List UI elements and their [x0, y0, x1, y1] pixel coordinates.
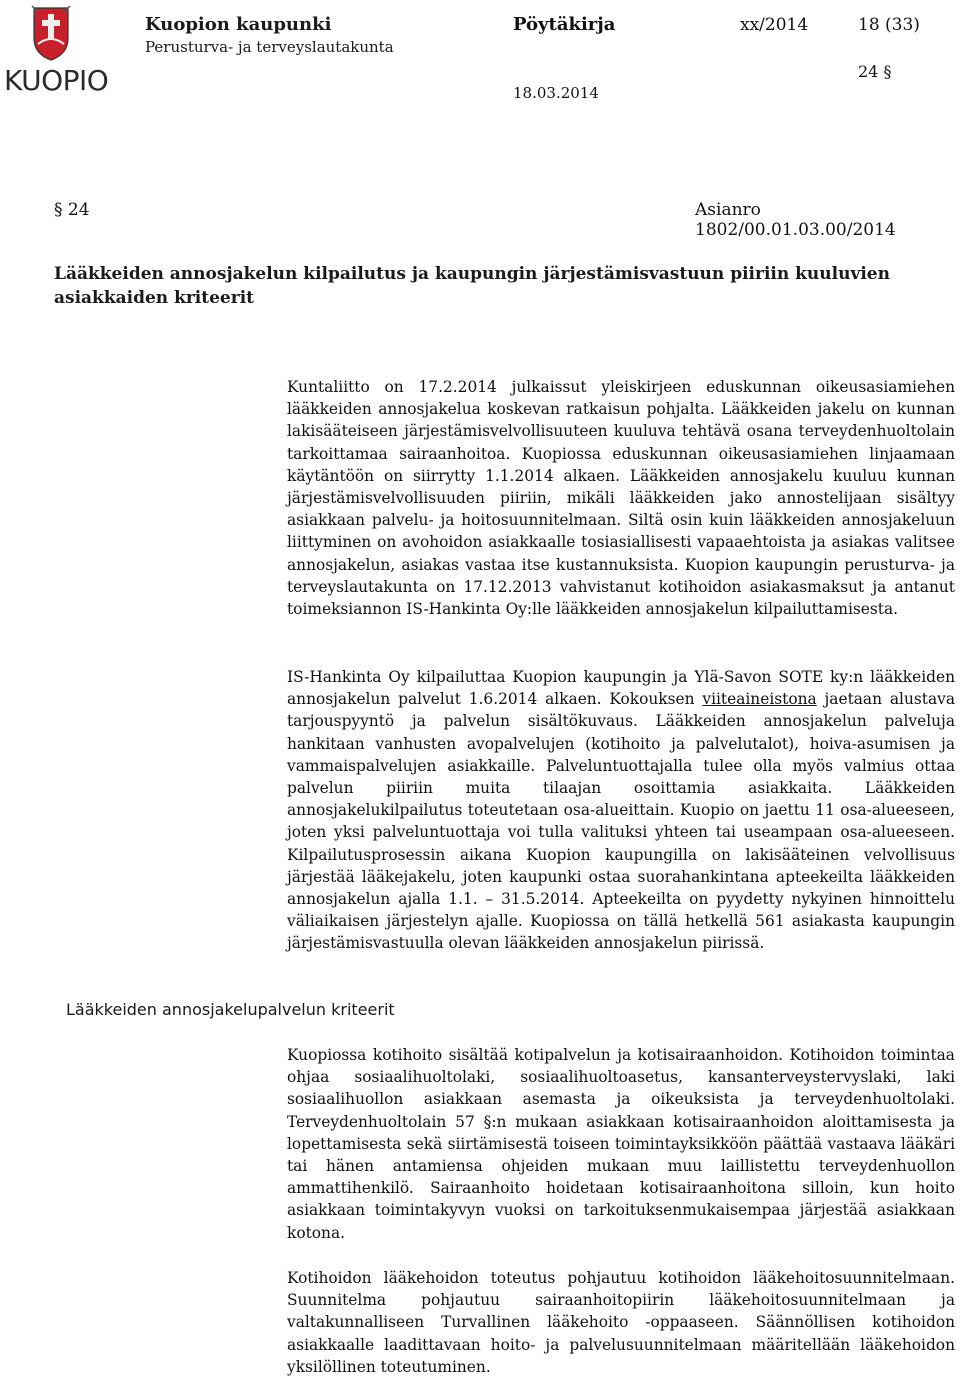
paragraph-4: Kotihoidon lääkehoidon toteutus pohjautuu kotihoidon lääkehoitosuunnitelmaan. Suunnitelma pohjautuu sairaanhoitopiirin lääkehoitosuunnitelmaan ja valtakunnalliseen Turvallinen lääkehoito -oppaaseen. Säännöllisen kotihoidon asiakkaalle laadittavaan hoito- ja palvelusuunnitelmaan määritellään lääkehoidon yksilöllinen toteutuminen. — [287, 1269, 955, 1376]
document-type: Pöytäkirja — [513, 14, 616, 35]
criteria-side-heading: Lääkkeiden annosjakelupalvelun kriteerit — [66, 1000, 395, 1019]
meeting-date: 18.03.2014 — [513, 84, 599, 102]
paragraph-4-block — [287, 1267, 955, 1378]
section-reference: 24 § — [858, 62, 892, 81]
page-number: 18 (33) — [858, 15, 920, 35]
kuopio-logo — [4, 4, 109, 97]
case-number: Asianro 1802/00.01.03.00/2014 — [695, 200, 896, 240]
paragraph-3: Kuopiossa kotihoito sisältää kotipalvelun ja kotisairaanhoidon. Kotihoidon toimintaa ohjaa sosiaalihuoltolaki, sosiaalihuoltoasetus, kansanterveystervyslaki, laki sosiaalihuollon asiakkaan asemasta ja oikeuksista ja terveydenhuoltolaki. Terveydenhuoltolain 57 §:n mukaan asiakkaan kotisairaanhoidon aloittamisesta ja lopettamisesta sekä siirtämisestä toiseen toimintayksikköön päättää vastaava lääkäri tai hänen antamiensa ohjeiden mukaan muu laillistettu terveydenhuollon ammattihenkilö. Sairaanhoito hoidetaan kotisairaanhoitona silloin, kun hoito asiakkaan toimintakyvyn vuoksi on tarkoituksenmukaisempaa järjestää asiakkaan kotona. — [287, 1046, 955, 1242]
paragraph-2 — [287, 666, 955, 955]
document-number: xx/2014 — [740, 15, 809, 35]
section-title: Lääkkeiden annosjakelun kilpailutus ja kaupungin järjestämisvastuun piiriin kuuluvien asiakkaiden kriteerit — [54, 264, 890, 308]
paragraph-3-block — [287, 1044, 955, 1244]
paragraph-2-text-b: jaetaan alustava tarjouspyyntö ja palvelun sisältökuvaus. Lääkkeiden annosjakelun palveluja hankitaan vanhusten avopalvelujen (kotihoito ja palvelutalot), hoiva-asumisen ja vammaispalvelujen asiakkaille. Palveluntuottajalla tulee olla myös valmius ottaa palvelun piiriin muita tilaajan osoittamia asiakkaita. Lääkkeiden annosjakelukilpailutus toteutetaan osa-alueittain. Kuopio on jaettu 11 osa-alueeseen, joten yksi palveluntuottaja voi tulla valituksi yhteen tai useampaan osa-alueeseen. Kilpailutusprosessin aikana Kuopion kaupungilla on lakisääteinen velvollisuus järjestää lääkejakelu, joten kaupunki ostaa suorahankintana apteekeilta lääkkeiden annosjakelun ajalla 1.1. – 31.5.2014. Apteekeilta on pyydetty nykyinen hinnoittelu väliaikaisen järjestelyn ajalle. Kuopiossa on tällä hetkellä 561 asiakasta kaupungin järjestämisvastuulla olevan lääkkeiden annosjakelun piirissä. — [287, 690, 955, 953]
paragraph-1: Kuntaliitto on 17.2.2014 julkaissut yleiskirjeen eduskunnan oikeusasiamiehen lääkkeiden annosjakelua koskevan ratkaisun pohjalta. Lääkkeiden jakelu on kunnan lakisääteiseen järjestämisvelvollisuuteen kuuluva tehtävä osana terveydenhuoltolain tarkoittamaa sairaanhoitoa. Kuopiossa eduskunnan oikeusasiamiehen linjaamaan käytäntöön on siirrytty 1.1.2014 alkaen. Lääkkeiden annosjakelu kuuluu kunnan järjestämisvelvollisuuden piiriin, mikäli lääkkeiden jako annostelijaan sisältyy asiakkaan palvelu- ja hoitosuunnitelmaan. Siltä osin kuin lääkkeiden annosjakeluun liittyminen on avohoidon asiakkaalle tosiasiallisesti vapaaehtoista ja asiakas valitsee annosjakelun, asiakas vastaa itse kustannuksista. Kuopion kaupungin perusturva- ja terveyslautakunta on 17.12.2013 vahvistanut kotihoidon asiakasmaksut ja antanut toimeksiannon IS-Hankinta Oy:lle lääkkeiden annosjakelun kilpailuttamisesta. — [287, 378, 955, 619]
reference-material-link[interactable]: viiteaineistona — [702, 690, 817, 709]
logo-text: KUOPIO — [4, 64, 109, 97]
paragraph-2-block — [287, 666, 955, 955]
paragraph-2-text-a: IS-Hankinta Oy kilpailuttaa Kuopion kaupungin ja Ylä-Savon SOTE ky:n lääkkeiden annosjakelun palvelut 1.6.2014 alkaen. Kokouksen — [287, 668, 955, 709]
board-name: Perusturva- ja terveyslautakunta — [145, 38, 394, 56]
paragraph-1-block — [287, 376, 955, 620]
section-number: § 24 — [54, 200, 90, 220]
organization-name: Kuopion kaupunki — [145, 14, 332, 35]
